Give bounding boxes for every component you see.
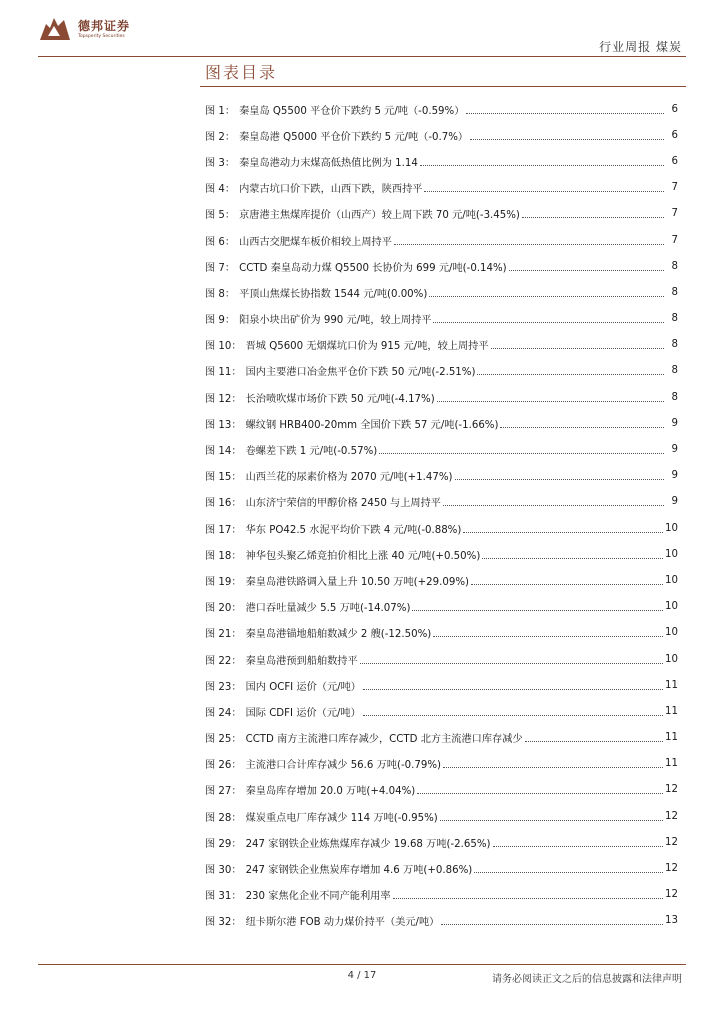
toc-entry-title: 国内主要港口冶金焦平仓价下跌 50 元/吨(-2.51%) xyxy=(245,367,476,379)
toc-entry-title: 内蒙古坑口价下跌，山西下跌，陕西持平 xyxy=(239,184,423,196)
toc-entry-label: 图 17： xyxy=(205,524,242,536)
toc-entry[interactable] xyxy=(205,306,678,332)
toc-entry[interactable] xyxy=(205,122,678,148)
toc-entry-label: 图 24： xyxy=(205,707,242,719)
report-type: 行业周报 煤炭 xyxy=(599,40,682,54)
toc-entry-page: 8 xyxy=(671,260,678,272)
toc-entry[interactable] xyxy=(205,463,678,489)
toc-entry-label: 图 12： xyxy=(205,393,242,405)
toc-entry[interactable] xyxy=(205,855,678,881)
toc-entry-label: 图 6： xyxy=(205,236,236,248)
toc-leader-dots xyxy=(360,663,663,664)
toc-entry-label: 图 22： xyxy=(205,655,242,667)
toc-entry-title: 煤炭重点电厂库存减少 114 万吨(-0.95%) xyxy=(245,812,438,824)
toc-entry-title: 秦皇岛 Q5500 平仓价下跌约 5 元/吨（-0.59%） xyxy=(239,105,465,117)
toc-entry-title: 秦皇岛港动力末煤高低热值比例为 1.14 xyxy=(239,157,418,169)
toc-leader-dots xyxy=(482,558,663,559)
toc-entry[interactable] xyxy=(205,882,678,908)
toc-leader-dots xyxy=(477,374,664,375)
toc-entry-label: 图 14： xyxy=(205,446,242,458)
toc-entry[interactable] xyxy=(205,594,678,620)
toc-entry[interactable] xyxy=(205,332,678,358)
toc-entry[interactable] xyxy=(205,253,678,279)
toc-entry[interactable] xyxy=(205,489,678,515)
toc-entry[interactable] xyxy=(205,698,678,724)
toc-entry-title: 螺纹钢 HRB400-20mm 全国价下跌 57 元/吨(-1.66%) xyxy=(245,419,499,431)
toc-leader-dots xyxy=(441,924,663,925)
toc-entry[interactable] xyxy=(205,201,678,227)
toc-entry[interactable] xyxy=(205,829,678,855)
toc-leader-dots xyxy=(420,165,664,166)
toc-entry-title: 主流港口合计库存减少 56.6 万吨(-0.79%) xyxy=(245,760,441,772)
toc-entry-page: 8 xyxy=(671,313,678,325)
toc-entry-page: 11 xyxy=(665,705,678,717)
toc-entry[interactable] xyxy=(205,751,678,777)
toc-leader-dots xyxy=(491,348,664,349)
toc-entry[interactable] xyxy=(205,541,678,567)
toc-entry[interactable] xyxy=(205,646,678,672)
toc-entry-page: 6 xyxy=(671,155,678,167)
toc-leader-dots xyxy=(394,244,664,245)
toc-entry-title: 华东 PO42.5 水泥平均价下跌 4 元/吨(-0.88%) xyxy=(245,524,462,536)
toc-entry-title: 山东济宁荣信的甲醇价格 2450 与上周持平 xyxy=(245,498,441,510)
toc-entry-label: 图 10： xyxy=(205,341,242,353)
toc-entry-label: 图 9： xyxy=(205,315,236,327)
toc-entry-label: 图 16： xyxy=(205,498,242,510)
logo-english-name: Topsperity Securities xyxy=(78,33,125,39)
toc-entry[interactable] xyxy=(205,96,678,122)
toc-entry-page: 11 xyxy=(665,679,678,691)
toc-entry-label: 图 29： xyxy=(205,838,242,850)
toc-entry-label: 图 20： xyxy=(205,603,242,615)
toc-entry-title: 秦皇岛港锚地船舶数减少 2 艘(-12.50%) xyxy=(245,629,432,641)
toc-entry-title: 港口吞吐量减少 5.5 万吨(-14.07%) xyxy=(245,603,411,615)
toc-entry-title: 平顶山焦煤长协指数 1544 元/吨(0.00%) xyxy=(239,288,428,300)
toc-entry-title: 京唐港主焦煤库提价（山西产）较上周下跌 70 元/吨(-3.45%) xyxy=(239,210,520,222)
toc-entry-title: 秦皇岛港预到船舶数持平 xyxy=(245,655,358,667)
toc-entry-label: 图 7： xyxy=(205,262,236,274)
toc-entry-page: 6 xyxy=(671,129,678,141)
page-header xyxy=(0,0,724,62)
toc-entry-page: 8 xyxy=(671,286,678,298)
toc-entry[interactable] xyxy=(205,358,678,384)
toc-entry-page: 10 xyxy=(665,548,678,560)
logo-icon xyxy=(38,14,72,44)
logo-chinese-name: 德邦证券 xyxy=(78,18,131,33)
toc-entry-title: 山西兰花的尿素价格为 2070 元/吨(+1.47%) xyxy=(245,472,453,484)
toc-leader-dots xyxy=(433,636,663,637)
toc-leader-dots xyxy=(437,401,664,402)
toc-entry-label: 图 4： xyxy=(205,184,236,196)
toc-entry[interactable] xyxy=(205,384,678,410)
toc-entry-title: 国内 OCFI 运价（元/吨） xyxy=(245,681,361,693)
toc-entry[interactable] xyxy=(205,803,678,829)
toc-leader-dots xyxy=(393,898,664,899)
toc-entry-title: 晋城 Q5600 无烟煤坑口价为 915 元/吨，较上周持平 xyxy=(245,341,489,353)
toc-entry-label: 图 28： xyxy=(205,812,242,824)
toc-leader-dots xyxy=(429,296,664,297)
toc-entry[interactable] xyxy=(205,777,678,803)
toc-leader-dots xyxy=(525,741,663,742)
toc-entry[interactable] xyxy=(205,908,678,934)
toc-entry-label: 图 18： xyxy=(205,550,242,562)
toc-entry-page: 10 xyxy=(665,522,678,534)
toc-entry-title: 卷螺差下跌 1 元/吨(-0.57%) xyxy=(245,446,378,458)
toc-entry-label: 图 32： xyxy=(205,917,242,929)
toc-entry-title: 阳泉小块出矿价为 990 元/吨，较上周持平 xyxy=(239,315,432,327)
toc-entry-page: 7 xyxy=(671,234,678,246)
toc-entry-page: 10 xyxy=(665,627,678,639)
toc-entry-page: 11 xyxy=(665,732,678,744)
toc-entry-page: 11 xyxy=(665,758,678,770)
toc-entry-page: 9 xyxy=(671,470,678,482)
toc-entry-page: 9 xyxy=(671,417,678,429)
toc-entry[interactable] xyxy=(205,725,678,751)
toc-entry-label: 图 15： xyxy=(205,472,242,484)
toc-entry-title: 247 家钢铁企业炼焦煤库存减少 19.68 万吨(-2.65%) xyxy=(245,838,491,850)
toc-entry-title: 国际 CDFI 运价（元/吨） xyxy=(245,707,361,719)
toc-entry-label: 图 25： xyxy=(205,734,242,746)
toc-leader-dots xyxy=(500,427,664,428)
toc-entry-title: 纽卡斯尔港 FOB 动力煤价持平（美元/吨） xyxy=(245,917,440,929)
toc-leader-dots xyxy=(424,191,664,192)
disclaimer: 请务必阅读正文之后的信息披露和法律声明 xyxy=(492,974,682,985)
toc-entry-page: 10 xyxy=(665,601,678,613)
toc-entry-title: 长治喷吹煤市场价下跌 50 元/吨(-4.17%) xyxy=(245,393,435,405)
toc-entry-title: 秦皇岛港 Q5000 平仓价下跌约 5 元/吨（-0.7%） xyxy=(239,131,469,143)
toc-entry-page: 7 xyxy=(671,208,678,220)
toc-entry-page: 8 xyxy=(671,391,678,403)
toc-entry-title: 247 家钢铁企业焦炭库存增加 4.6 万吨(+0.86%) xyxy=(245,865,473,877)
toc-entry-label: 图 27： xyxy=(205,786,242,798)
toc-leader-dots xyxy=(443,767,663,768)
header-divider xyxy=(38,56,686,57)
toc-entry[interactable] xyxy=(205,620,678,646)
toc-entry[interactable] xyxy=(205,279,678,305)
toc-entry-page: 13 xyxy=(665,915,678,927)
toc-leader-dots xyxy=(455,479,664,480)
toc-list xyxy=(205,96,678,934)
toc-entry-page: 12 xyxy=(665,784,678,796)
toc-entry-title: 秦皇岛库存增加 20.0 万吨(+4.04%) xyxy=(245,786,416,798)
toc-entry-title: CCTD 秦皇岛动力煤 Q5500 长协价为 699 元/吨(-0.14%) xyxy=(239,262,507,274)
toc-leader-dots xyxy=(471,584,663,585)
toc-leader-dots xyxy=(433,322,664,323)
toc-entry-title: 山西古交肥煤车板价相较上周持平 xyxy=(239,236,392,248)
toc-leader-dots xyxy=(412,610,663,611)
toc-entry-label: 图 31： xyxy=(205,891,242,903)
toc-entry-label: 图 5： xyxy=(205,210,236,222)
toc-entry-page: 10 xyxy=(665,653,678,665)
toc-entry-label: 图 23： xyxy=(205,681,242,693)
toc-entry-page: 9 xyxy=(671,444,678,456)
footer-divider xyxy=(38,964,686,965)
toc-entry[interactable] xyxy=(205,436,678,462)
toc-leader-dots xyxy=(470,139,664,140)
company-logo xyxy=(38,14,130,44)
toc-leader-dots xyxy=(443,505,664,506)
toc-entry-page: 10 xyxy=(665,574,678,586)
toc-leader-dots xyxy=(509,270,664,271)
toc-entry-page: 8 xyxy=(671,365,678,377)
toc-entry-title: 230 家焦化企业不同产能利用率 xyxy=(245,891,391,903)
toc-leader-dots xyxy=(363,689,663,690)
toc-entry-title: 神华包头聚乙烯竞拍价相比上涨 40 元/吨(+0.50%) xyxy=(245,550,481,562)
toc-leader-dots xyxy=(466,113,664,114)
toc-entry-label: 图 1： xyxy=(205,105,236,117)
toc-entry-page: 12 xyxy=(665,810,678,822)
toc-entry[interactable] xyxy=(205,410,678,436)
toc-entry-title: CCTD 南方主流港口库存减少，CCTD 北方主流港口库存减少 xyxy=(245,734,523,746)
toc-leader-dots xyxy=(379,453,664,454)
toc-entry[interactable] xyxy=(205,567,678,593)
page-number: 4 / 17 xyxy=(347,970,377,981)
toc-entry[interactable] xyxy=(205,227,678,253)
toc-title: 图表目录 xyxy=(205,63,278,82)
toc-leader-dots xyxy=(440,820,663,821)
toc-entry-page: 6 xyxy=(671,103,678,115)
toc-entry-label: 图 30： xyxy=(205,865,242,877)
toc-leader-dots xyxy=(417,793,663,794)
toc-entry-label: 图 2： xyxy=(205,131,236,143)
toc-leader-dots xyxy=(522,217,664,218)
toc-title-divider xyxy=(200,86,686,87)
toc-leader-dots xyxy=(493,846,664,847)
toc-leader-dots xyxy=(474,872,663,873)
toc-entry-page: 12 xyxy=(665,889,678,901)
toc-entry-label: 图 8： xyxy=(205,288,236,300)
toc-entry-page: 8 xyxy=(671,339,678,351)
toc-entry[interactable] xyxy=(205,515,678,541)
toc-leader-dots xyxy=(363,715,663,716)
toc-entry-page: 12 xyxy=(665,863,678,875)
toc-entry-title: 秦皇岛港铁路调入量上升 10.50 万吨(+29.09%) xyxy=(245,576,469,588)
toc-entry[interactable] xyxy=(205,672,678,698)
toc-entry-page: 12 xyxy=(665,836,678,848)
toc-entry-page: 9 xyxy=(671,496,678,508)
toc-entry-label: 图 11： xyxy=(205,367,242,379)
toc-entry-label: 图 21： xyxy=(205,629,242,641)
toc-entry-label: 图 19： xyxy=(205,576,242,588)
toc-entry[interactable] xyxy=(205,148,678,174)
toc-entry[interactable] xyxy=(205,175,678,201)
toc-entry-label: 图 13： xyxy=(205,419,242,431)
toc-entry-page: 7 xyxy=(671,182,678,194)
toc-leader-dots xyxy=(463,532,663,533)
toc-entry-label: 图 3： xyxy=(205,157,236,169)
toc-entry-label: 图 26： xyxy=(205,760,242,772)
